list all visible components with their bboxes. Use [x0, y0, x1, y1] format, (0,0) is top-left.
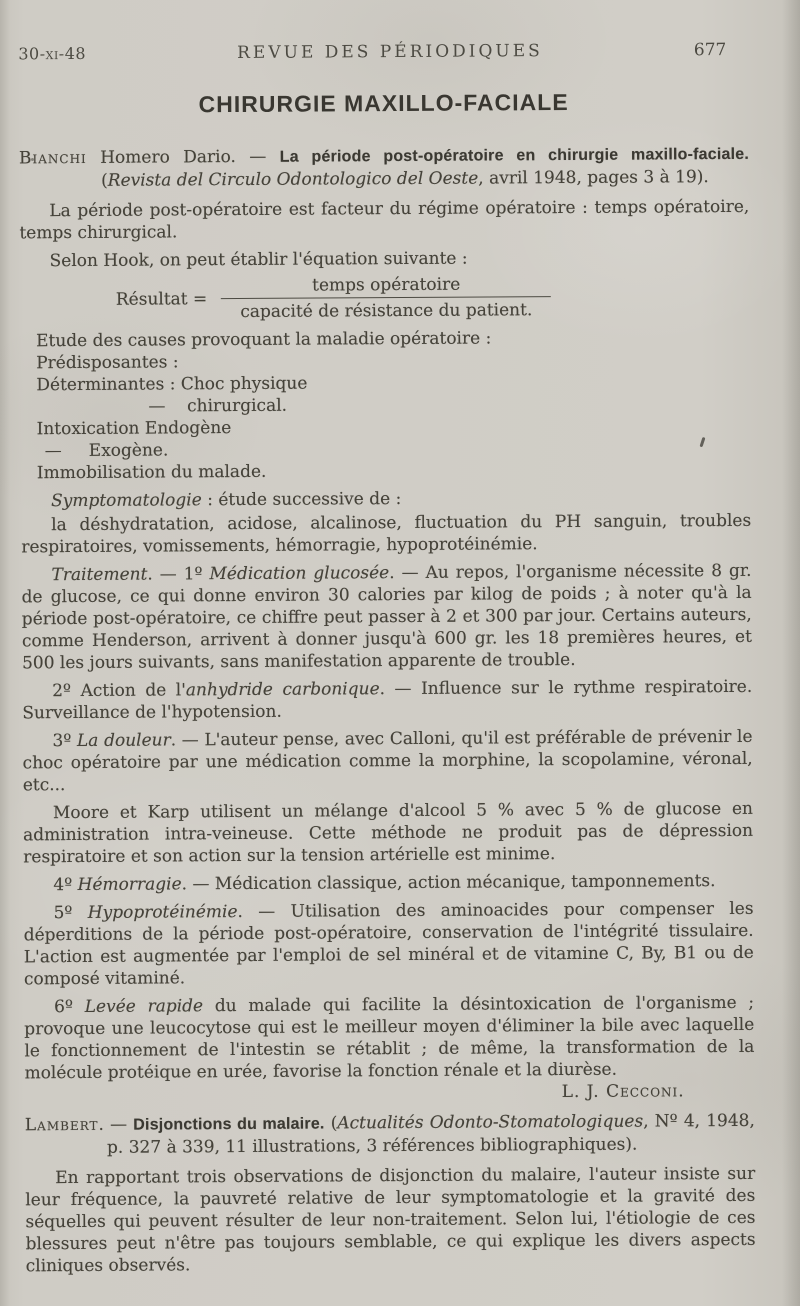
citation-bianchi: Bianchi Homero Dario. — La période post-opératoire en chirurgie maxillo-faciale. (Revista del Circulo Odontologico del Oeste, avril 1948, pages 3 à 19).	[18, 145, 750, 191]
causes-line-etude: Etude des causes provoquant la maladie opératoire :	[36, 328, 492, 352]
causes-line-determinantes: Déterminantes : Choc physique	[36, 373, 308, 396]
paragraph-hypoproteinemie: 5º Hypoprotéinémie. — Utilisation des aminoacides pour compenser les déperditions de la période post-opératoire, conservation de l'intégrité tissulaire. L'action est augmentée par l'emploi de sel minéral et de vitamine C, By, B1 ou de composé vitaminé.	[23, 898, 754, 990]
equation-lhs: Résultat =	[115, 289, 208, 310]
header-date: 30-xi-48	[18, 43, 87, 64]
causes-line-intoxication: Intoxication Endogène	[36, 418, 232, 440]
fraction-numerator: temps opératoire	[312, 274, 461, 296]
paragraph-levee-rapide	[24, 992, 755, 1103]
equation-resultat	[116, 272, 750, 324]
section-title: CHIRURGIE MAXILLO-FACIALE	[198, 88, 569, 118]
article-bianchi	[18, 143, 755, 1103]
causes-line-immobilisation: Immobilisation du malade.	[36, 461, 267, 484]
causes-line-exogene: — Exogène.	[44, 440, 169, 462]
paragraph-symptomatologie: Symptomatologie : étude successive de :	[50, 489, 402, 512]
paragraph-symptomatologie-suite: la déshydratation, acidose, alcalinose, fluctuation du PH sanguin, troubles respiratoires, vomissements, hémorragie, hypoprotéinémie.	[21, 510, 752, 558]
paragraph-regime: La période post-opératoire est facteur du régime opératoire : temps opératoire, temps chirurgical.	[19, 196, 750, 244]
paragraph-hemorragie: 4º Hémorragie. — Médication classique, action mécanique, tamponnements.	[53, 871, 716, 896]
header-journal-title: REVUE DES PÉRIODIQUES	[237, 41, 543, 63]
equation-fraction	[221, 273, 551, 323]
causes-line-predisposantes: Prédisposantes :	[36, 352, 179, 374]
causes-line-chirurgical: — chirurgical.	[148, 395, 288, 417]
article-lambert	[25, 1110, 756, 1277]
paragraph-traitement: Traitement. — 1º Médication glucosée. — Au repos, l'organisme nécessite 8 gr. de glucose, ce qui donne environ 30 calories par kilog de poids ; à noter qu'à la période post-opératoire, ce chiffre peut passer à 2 et 300 par jour. Certains auteurs, comme Henderson, arrivent à donner jusqu'à 600 gr. les 18 premières heures, et 500 les jours suivants, sans manifestation apparente de trouble.	[21, 560, 752, 674]
paragraph-lambert-body: En rapportant trois observations de disjonction du malaire, l'auteur insiste sur leur fréquence, la pauvreté relative de leur symptomatologie et la gravité des séquelles qui peuvent résulter de leur non-traitement. Selon lui, l'étiologie de ces blessures peut n'être pas toujours semblable, ce qui explique les divers aspects cliniques observés.	[25, 1163, 756, 1277]
citation-lambert: Lambert. — Disjonctions du malaire. (Actualités Odonto-Stomatologiques, Nº 4, 1948, p. 327 à 339, 11 illustrations, 3 références bibliographiques).	[24, 1110, 755, 1158]
paragraph-anhydride: 2º Action de l'anhydride carbonique. — Influence sur le rythme respiratoire. Surveillance de l'hypotension.	[22, 676, 753, 724]
causes-list	[36, 326, 751, 484]
paragraph-moore-karp: Moore et Karp utilisent un mélange d'alcool 5 % avec 5 % de glucose en administration intra-veineuse. Cette méthode ne produit pas de dépression respiratoire et son action sur la tension artérielle est minime.	[23, 798, 754, 868]
paragraph-hook: Selon Hook, on peut établir l'équation suivante :	[49, 248, 468, 272]
page-content	[1, 143, 800, 1278]
paragraph-douleur: 3º La douleur. — L'auteur pense, avec Calloni, qu'il est préférable de prévenir le choc opératoire par une médication comme la morphine, la scopolamine, véronal, etc...	[22, 726, 753, 796]
fraction-denominator: capacité de résistance du patient.	[240, 300, 533, 322]
running-header	[0, 0, 800, 64]
header-page-number: 677	[693, 40, 727, 61]
author-signature: L. J. Cecconi.	[561, 1081, 685, 1103]
paragraph-levee-rapide-text: 6º Levée rapide du malade qui facilite la désintoxication de l'organisme ; provoque une leucocytose qui est le meilleur moyen d'éliminer la bile avec laquelle le fonctionnement de l'intestin se rétablit ; de même, la transformation de la molécule protéique en urée, favorise la fonction rénale et la diurèse.	[24, 992, 755, 1084]
